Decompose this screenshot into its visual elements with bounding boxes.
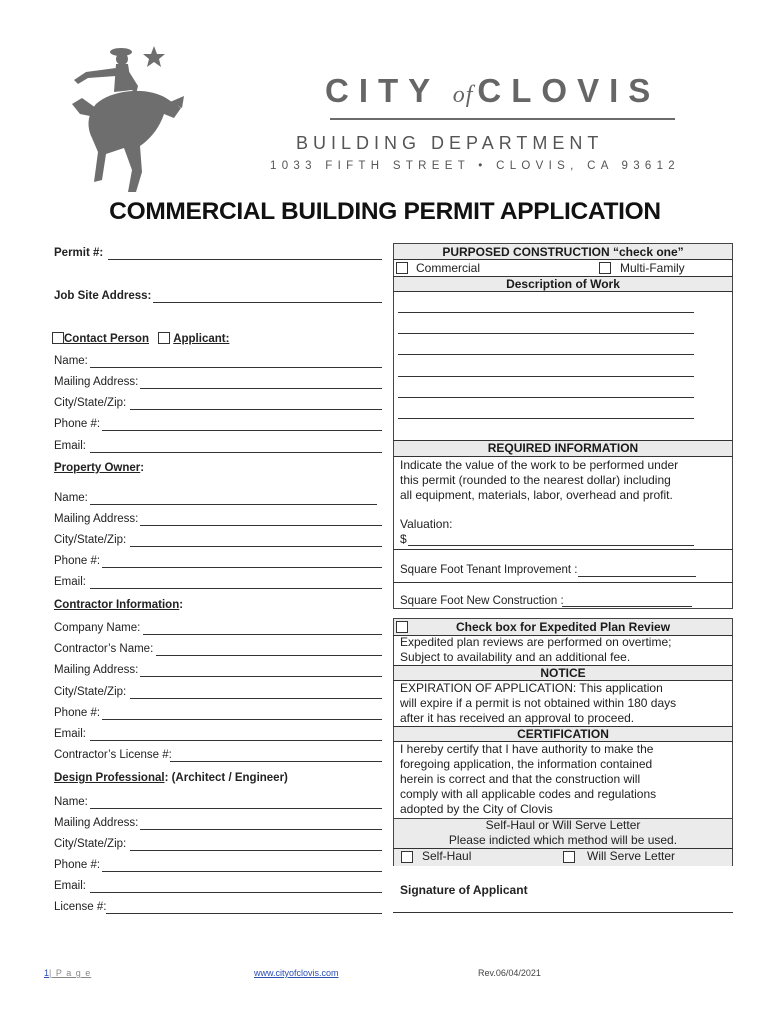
description-line-5[interactable] <box>398 397 694 398</box>
cert-header: CERTIFICATION <box>394 727 732 741</box>
willserve-checkbox[interactable] <box>563 851 575 863</box>
cert-text-2: foregoing application, the information contained <box>400 757 653 771</box>
description-line-4[interactable] <box>398 376 694 377</box>
owner-mailing-label: Mailing Address: <box>54 513 139 525</box>
owner-name-label: Name: <box>54 492 88 504</box>
design-professional-heading: Design Professional: (Architect / Engineer) <box>54 772 288 784</box>
required-divider-bottom <box>393 456 733 457</box>
property-owner-heading: Property Owner: <box>54 462 145 474</box>
contractor-mailing-field[interactable] <box>140 676 382 677</box>
owner-mailing-field[interactable] <box>140 525 382 526</box>
design-license-label: License #: <box>54 901 107 913</box>
contractor-city-field[interactable] <box>130 698 382 699</box>
contractor-name-field[interactable] <box>156 655 382 656</box>
company-name-label: Company Name: <box>54 622 141 634</box>
website-link[interactable]: www.cityofclovis.com <box>254 968 339 978</box>
design-city-label: City/State/Zip: <box>54 838 127 850</box>
multifamily-checkbox[interactable] <box>599 262 611 274</box>
selfhaul-subtext: Please indicted which method will be used. <box>448 833 678 847</box>
contractor-mailing-label: Mailing Address: <box>54 664 139 676</box>
permit-field[interactable] <box>108 259 382 260</box>
department-address: 1033 FIFTH STREET • CLOVIS, CA 93612 <box>270 160 681 172</box>
notice-text-1: EXPIRATION OF APPLICATION: This application <box>400 681 663 695</box>
page-title: COMMERCIAL BUILDING PERMIT APPLICATION <box>109 198 661 225</box>
contact-name-label: Name: <box>54 355 88 367</box>
contact-person-label: Contact Person <box>64 333 149 345</box>
design-phone-label: Phone #: <box>54 859 101 871</box>
owner-email-field[interactable] <box>90 588 382 589</box>
selfhaul-checkbox[interactable] <box>401 851 413 863</box>
contact-person-checkbox[interactable] <box>52 332 64 344</box>
permit-label: Permit #: <box>54 247 104 259</box>
description-line-1[interactable] <box>398 312 694 313</box>
required-text-2: this permit (rounded to the nearest dollar) including <box>400 473 671 487</box>
notice-header: NOTICE <box>394 666 732 680</box>
required-text-3: all equipment, materials, labor, overhead and profit. <box>400 488 673 502</box>
multifamily-label: Multi-Family <box>620 261 685 275</box>
city-logo-text: CITY of CLOVIS <box>325 72 661 109</box>
owner-phone-field[interactable] <box>102 567 382 568</box>
cert-text-4: comply with all applicable codes and regulations <box>400 787 657 801</box>
contractor-license-field[interactable] <box>170 761 382 762</box>
required-header: REQUIRED INFORMATION <box>394 441 732 456</box>
department-name: BUILDING DEPARTMENT <box>296 133 604 153</box>
contact-city-label: City/State/Zip: <box>54 397 127 409</box>
valuation-label: Valuation: <box>400 517 453 531</box>
contact-mailing-label: Mailing Address: <box>54 376 139 388</box>
notice-text-3: after it has received an approval to proceed. <box>400 711 635 725</box>
contractor-email-label: Email: <box>54 728 86 740</box>
contractor-phone-label: Phone #: <box>54 707 101 719</box>
commercial-label: Commercial <box>416 261 481 275</box>
contact-email-label: Email: <box>54 440 86 452</box>
willserve-label: Will Serve Letter <box>587 849 676 863</box>
design-phone-field[interactable] <box>102 871 382 872</box>
valuation-field[interactable] <box>408 545 694 546</box>
construction-panel <box>393 243 733 609</box>
sqft-new-field[interactable] <box>562 606 692 607</box>
contractor-phone-field[interactable] <box>102 719 382 720</box>
cert-text-5: adopted by the City of Clovis <box>400 802 553 816</box>
cert-text-3: herein is correct and that the construction will <box>400 772 641 786</box>
revision-date: Rev.06/04/2021 <box>478 968 541 978</box>
design-mailing-field[interactable] <box>140 829 382 830</box>
cert-text-1: I hereby certify that I have authority to make the <box>400 742 654 756</box>
expedited-text-1: Expedited plan reviews are performed on overtime; <box>400 635 672 649</box>
contact-name-field[interactable] <box>90 367 382 368</box>
description-line-2[interactable] <box>398 333 694 334</box>
description-line-6[interactable] <box>398 418 694 419</box>
dollar-sign: $ <box>400 532 407 546</box>
contact-phone-field[interactable] <box>102 430 382 431</box>
description-header: Description of Work <box>394 277 732 292</box>
construction-header: PURPOSED CONSTRUCTION “check one” <box>394 244 732 260</box>
sqft-new-label: Square Foot New Construction : <box>400 595 564 607</box>
contractor-email-field[interactable] <box>90 740 382 741</box>
commercial-checkbox[interactable] <box>396 262 408 274</box>
notice-text-2: will expire if a permit is not obtained within 180 days <box>400 696 677 710</box>
owner-phone-label: Phone #: <box>54 555 101 567</box>
job-site-label: Job Site Address: <box>54 290 152 302</box>
description-divider <box>393 291 733 292</box>
contractor-license-label: Contractor’s License #: <box>54 749 172 761</box>
company-name-field[interactable] <box>143 634 382 635</box>
design-name-field[interactable] <box>90 808 382 809</box>
contractor-city-label: City/State/Zip: <box>54 686 127 698</box>
required-text-1: Indicate the value of the work to be performed under <box>400 458 679 472</box>
sqft-tenant-field[interactable] <box>578 576 696 577</box>
expedited-header: Check box for Expedited Plan Review <box>455 620 671 634</box>
design-name-label: Name: <box>54 796 88 808</box>
owner-city-field[interactable] <box>130 546 382 547</box>
owner-email-label: Email: <box>54 576 86 588</box>
expedited-text-2: Subject to availability and an additional fee. <box>400 650 631 664</box>
description-line-3[interactable] <box>398 354 694 355</box>
contact-mailing-field[interactable] <box>140 388 382 389</box>
contact-city-field[interactable] <box>130 409 382 410</box>
applicant-label: Applicant: <box>173 333 230 345</box>
design-email-field[interactable] <box>90 892 382 893</box>
contact-phone-label: Phone #: <box>54 418 101 430</box>
signature-field[interactable] <box>393 912 733 913</box>
cowboy-logo-icon <box>66 42 186 197</box>
sqft-divider <box>393 582 733 583</box>
selfhaul-header: Self-Haul or Will Serve Letter <box>485 818 641 832</box>
page-number: 1 <box>44 968 50 978</box>
contractor-name-label: Contractor’s Name: <box>54 643 154 655</box>
selfhaul-label: Self-Haul <box>422 849 472 863</box>
applicant-checkbox[interactable] <box>158 332 170 344</box>
signature-label: Signature of Applicant <box>400 883 528 897</box>
job-site-field[interactable] <box>153 302 382 303</box>
contact-email-field[interactable] <box>90 452 382 453</box>
page-word: | P a g e <box>49 968 92 978</box>
sqft-tenant-label: Square Foot Tenant Improvement : <box>400 564 578 576</box>
design-city-field[interactable] <box>130 850 382 851</box>
design-mailing-label: Mailing Address: <box>54 817 139 829</box>
construction-options-row <box>394 260 732 276</box>
valuation-divider <box>393 549 733 550</box>
owner-city-label: City/State/Zip: <box>54 534 127 546</box>
design-license-field[interactable] <box>106 913 382 914</box>
contractor-info-heading: Contractor Information: <box>54 599 184 611</box>
logo-divider <box>330 118 675 120</box>
design-email-label: Email: <box>54 880 86 892</box>
owner-name-field[interactable] <box>90 504 377 505</box>
